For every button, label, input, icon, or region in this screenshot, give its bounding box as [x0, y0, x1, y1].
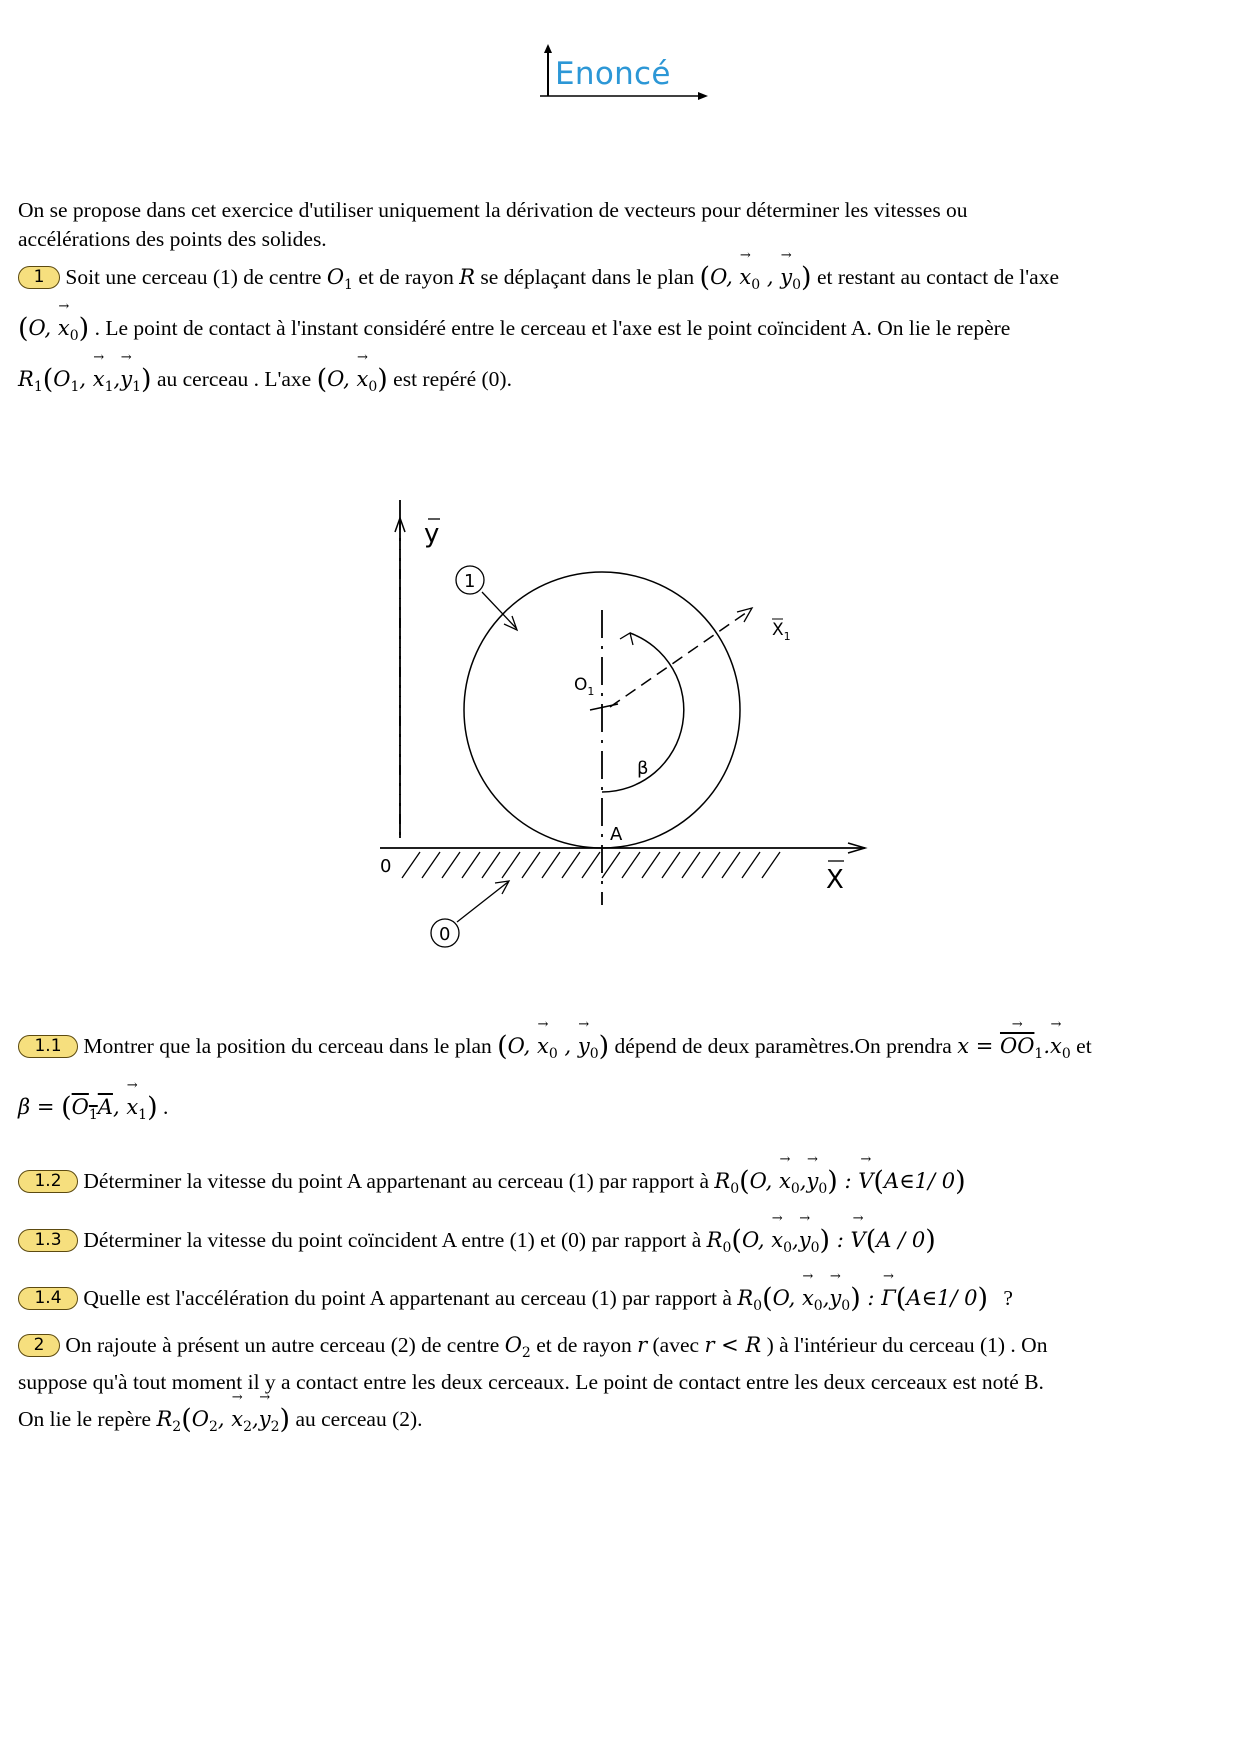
q11-line-1: 1.1 Montrer que la position du cerceau dans le plan (O, → $x_0$ , → $y_0$) dépend de deux paramètres.On prendra x = → $\overline{OO}_1.\to x_0$ et — [18, 1032, 1092, 1069]
q11-badge: 1.1 — [18, 1035, 78, 1058]
math-R: R — [459, 265, 476, 289]
q13-badge: 1.3 — [18, 1229, 78, 1252]
y-label: y — [424, 519, 440, 549]
math-r-lt-R: r < R — [704, 1333, 762, 1357]
math-gamma-A-in-1-0: $R_0(O$, → $x_0,\to y_0$) : → Γ(A∈1/ 0) — [737, 1286, 988, 1310]
math-axis-O-x0-b: (O, → $x_0$) — [317, 367, 388, 391]
q2-line-2: suppose qu'à tout moment il y a contact entre les deux cerceaux. Le point de contact entre les deux cerceaux est noté B. — [18, 1370, 1044, 1394]
q2-line-1: 2 On rajoute à présent un autre cerceau (2) de centre $O_2$ et de rayon r (avec r < R ) à l'intérieur du cerceau (1) . On — [18, 1331, 1047, 1368]
q11-line-2: $\beta = (O_1A$, → $x_1$) . — [18, 1093, 168, 1130]
part-1-label: 1 — [464, 571, 476, 592]
q14-badge: 1.4 — [18, 1287, 78, 1310]
x-label: X — [826, 865, 844, 895]
part-0-label: 0 — [439, 924, 451, 945]
x1-direction — [610, 610, 750, 707]
cerceau-figure — [340, 500, 900, 970]
q1-line-1: 1 Soit une cerceau (1) de centre $O_1$ et de rayon R se déplaçant dans le plan (O, → $x_0$ , → $y_0$) et restant au contact de l'axe — [18, 263, 1059, 300]
math-plane: (O, → $x_0$ , → $y_0$) — [497, 1034, 609, 1058]
q1-badge: 1 — [18, 266, 60, 289]
math-O1: $O_1$ — [326, 265, 353, 293]
math-axis-O-x0: (O, → $x_0$) — [18, 316, 89, 340]
page-title: Enoncé — [555, 56, 671, 92]
math-R1-frame: $R_1(O_1$, → $x_1,\to y_1$) — [18, 367, 152, 391]
a-label: A — [610, 824, 623, 845]
q1-line-2: (O, → $x_0$) . Le point de contact à l'instant considéré entre le cerceau et l'axe est le point coïncident A. On lie le repère — [18, 314, 1010, 351]
intro-line-1: On se propose dans cet exercice d'utiliser uniquement la dérivation de vecteurs pour déterminer les vitesses ou — [18, 198, 968, 222]
math-R2-frame: $R_2(O_2$, → $x_2,\to y_2$) — [156, 1407, 290, 1431]
intro-line-2: accélérations des points des solides. — [18, 227, 327, 251]
beta-label: β — [637, 758, 649, 779]
math-x-def: x = → $\overline{OO}_1.\to x_0$ — [957, 1034, 1071, 1058]
math-O2: $O_2$ — [504, 1333, 531, 1361]
q14-line: 1.4 Quelle est l'accélération du point A appartenant au cerceau (1) par rapport à $R_0(O$, → $x_0,\to y_0$) : → Γ(A∈1/ 0) ? — [18, 1284, 1013, 1321]
math-beta-def: $\beta = (O_1A$, → $x_1$) — [18, 1095, 158, 1119]
ground-hatching — [402, 852, 780, 878]
math-v-A-1-0: $R_0(O$, → $x_0,\to y_0$) : → V(A / 0) — [707, 1228, 936, 1252]
math-r: r — [637, 1333, 648, 1357]
q12-line: 1.2 Déterminer la vitesse du point A appartenant au cerceau (1) par rapport à $R_0(O$, → $x_0,\to y_0$) : → V(A∈1/ 0) — [18, 1167, 966, 1204]
o1-label: $O_1$ — [574, 675, 595, 698]
q13-line: 1.3 Déterminer la vitesse du point coïncident A entre (1) et (0) par rapport à $R_0(O$, → $x_0,\to y_0$) : → V(A / 0) — [18, 1226, 936, 1263]
q2-badge: 2 — [18, 1334, 60, 1357]
math-v-A-in-1-0: $R_0(O$, → $x_0,\to y_0$) : → V(A∈1/ 0) — [714, 1169, 965, 1193]
q1-line-3: $R_1(O_1$, → $x_1,\to y_1$) au cerceau . L'axe (O, → $x_0$) est repéré (0). — [18, 365, 512, 402]
math-frame-O-x0-y0: (O, → $x_0$ , → $y_0$) — [700, 265, 812, 289]
x1-label: $X_1$ — [772, 620, 791, 643]
origin-label: 0 — [380, 856, 392, 877]
q2-line-3: On lie le repère $R_2(O_2$, → $x_2,\to y_2$) au cerceau (2). — [18, 1405, 423, 1442]
q12-badge: 1.2 — [18, 1170, 78, 1193]
